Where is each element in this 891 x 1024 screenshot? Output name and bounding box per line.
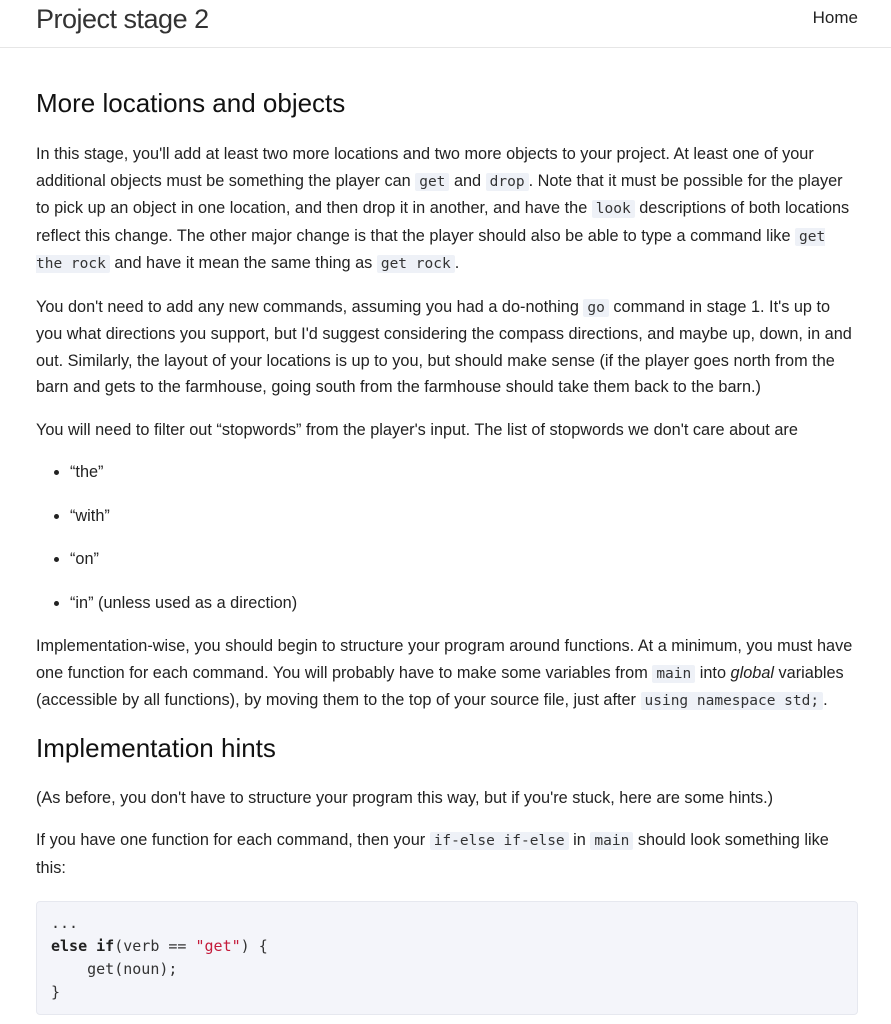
- list-item: • “the”: [70, 459, 858, 485]
- text-span: variables (accessible by all functions), by moving them to the top of your source file, just after: [36, 663, 844, 709]
- text-span: and: [449, 171, 486, 190]
- code-line: get(noun);: [51, 960, 178, 978]
- paragraph-implementation: [36, 633, 858, 715]
- paragraph-if-else: [36, 827, 858, 881]
- code-line: [51, 935, 843, 958]
- code-text: (verb ==: [114, 937, 196, 955]
- list-item: • “in” (unless used as a direction): [70, 590, 858, 616]
- main-content: [36, 86, 858, 1015]
- text-span: descriptions of both locations reflect this change. The other major change is that the player should also be able to type a command like: [36, 199, 850, 245]
- text-span: . Note that it must be possible for the player to pick up an object in one location, and then drop it in another, and have the: [36, 171, 843, 217]
- emphasis-global: global: [730, 663, 775, 682]
- inline-code-get-rock: get rock: [377, 255, 455, 273]
- text-span: In this stage, you'll add at least two more locations and two more objects to your project. At least one of your additional objects must be something the player can: [36, 145, 814, 190]
- code-line: ...: [51, 914, 79, 932]
- inline-code-if-else: if-else if-else: [430, 832, 569, 850]
- list-item: • “with”: [70, 503, 858, 529]
- home-link[interactable]: Home: [812, 8, 858, 27]
- stopwords-list: [36, 459, 858, 616]
- inline-code-get: get: [415, 173, 449, 191]
- inline-code-look: look: [592, 200, 635, 218]
- text-span: .: [454, 254, 460, 272]
- text-span: Implementation-wise, you should begin to structure your program around functions. At a minimum, you must have one function for each command. You will probably have to make some variables from: [36, 637, 853, 682]
- paragraph-stopwords: You will need to filter out “stopwords” from the player's input. The list of stopwords we don't care about are: [36, 420, 798, 439]
- paragraph-intro: [36, 141, 858, 278]
- text-span: .: [823, 691, 828, 709]
- inline-code-main: main: [590, 832, 633, 850]
- text-span: into: [695, 663, 731, 682]
- section-heading-implementation-hints: Implementation hints: [36, 732, 276, 763]
- text-span: and have it mean the same thing as: [109, 254, 377, 272]
- inline-code-get-the-rock: get the rock: [36, 228, 826, 272]
- code-keyword: if: [96, 937, 115, 955]
- paragraph-directions: [36, 294, 858, 401]
- code-string: "get": [195, 937, 241, 955]
- top-navbar: [0, 0, 891, 48]
- site-title[interactable]: Project stage 2: [36, 4, 209, 34]
- text-span: command in stage 1. It's up to you what directions you support, but I'd suggest considering the compass directions, and maybe up, down, in and out. Similarly, the layout of your locations is up to you, but should make sense (if the player goes north from the barn and gets to the farmhouse, going south from the farmhouse should take them back to the barn.): [36, 297, 852, 396]
- inline-code-main: main: [652, 665, 695, 683]
- text-span: in: [568, 831, 591, 849]
- paragraph-as-before: (As before, you don't have to structure your program this way, but if you're stuck, here are some hints.): [36, 788, 774, 807]
- code-line: }: [51, 983, 61, 1001]
- code-text: ) {: [240, 937, 268, 955]
- text-span: If you have one function for each command, then your: [36, 831, 430, 849]
- inline-code-using-namespace: using namespace std;: [641, 692, 824, 710]
- text-span: should look something like this:: [36, 831, 829, 877]
- section-heading-more-locations: More locations and objects: [36, 88, 346, 118]
- list-item: • “on”: [70, 546, 858, 572]
- text-span: You don't need to add any new commands, assuming you had a do-nothing: [36, 297, 584, 316]
- inline-code-drop: drop: [486, 173, 529, 191]
- code-block: [36, 901, 858, 1015]
- code-keyword: else: [51, 937, 88, 955]
- inline-code-go: go: [583, 299, 608, 317]
